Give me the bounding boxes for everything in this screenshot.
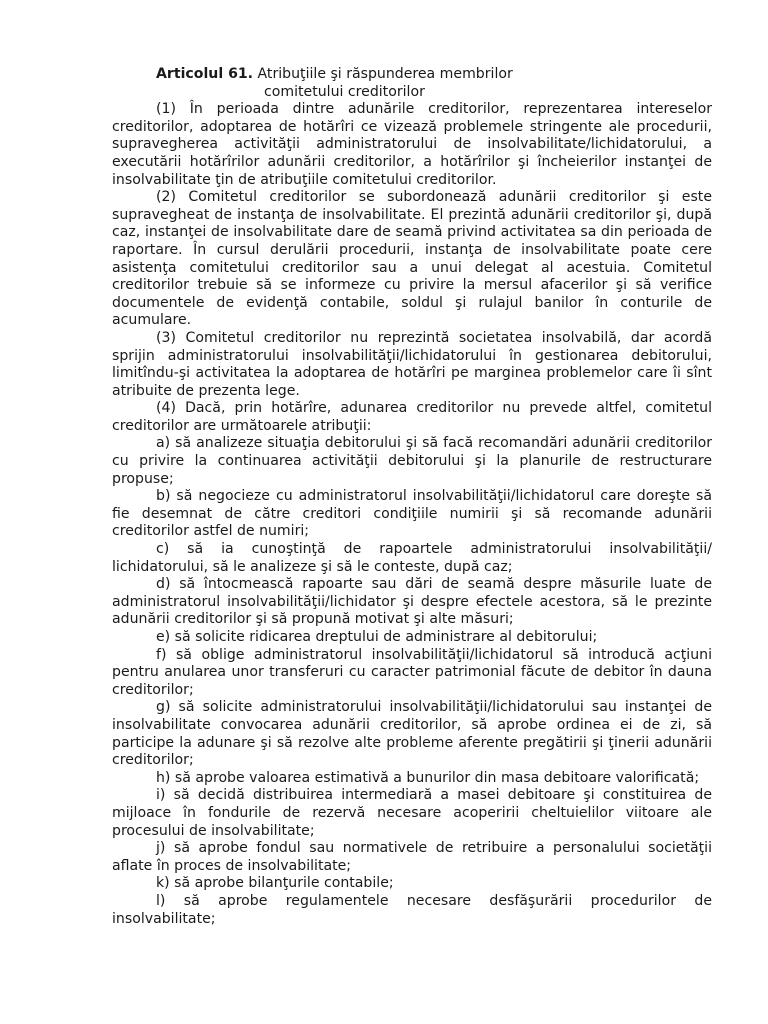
list-item-c: c) să ia cunoştinţă de rapoartele administratorului insolvabilităţii/ lichidatorului, să le analizeze şi să le conteste, după caz; bbox=[112, 541, 712, 575]
paragraph-1: (1) În perioada dintre adunările creditorilor, reprezentarea intereselor creditorilor, adoptarea de hotărîri ce vizează problemele stringente ale procedurii, supravegherea activităţii administratorului de insolvabilitate/lichidatorului, a executării hotărîrilor adunării creditorilor, a hotărîrilor şi încheierilor instanţei de insolvabilitate ţin de atribuţiile comitetului creditorilor. bbox=[112, 101, 712, 188]
paragraph-2: (2) Comitetul creditorilor se subordonează adunării creditorilor şi este supravegheat de instanţa de insolvabilitate. El prezintă adunării creditorilor şi, după caz, instanţei de insolvabilitate dare de seamă privind activitatea sa din perioada de raportare. În cursul derulării procedurii, instanţa de insolvabilitate poate cere asistenţa comitetului creditorilor sau a unui delegat al acestuia. Comitetul creditorilor trebuie să se informeze cu privire la mersul afacerilor şi să verifice documentele de evidenţă contabile, soldul şi rulajul banilor în conturile de acumulare. bbox=[112, 189, 712, 329]
list-item-f: f) să oblige administratorul insolvabilităţii/lichidatorul să introducă acţiuni pentru anularea unor transferuri cu caracter patrimonial făcute de debitor în dauna creditorilor; bbox=[112, 646, 712, 698]
list-item-l: l) să aprobe regulamentele necesare desfăşurării procedurilor de insolvabilitate; bbox=[112, 892, 712, 927]
list-item-a: a) să analizeze situaţia debitorului şi să facă recomandări adunării creditorilor cu privire la continuarea activităţii debitorului şi la planurile de restructurare propuse; bbox=[112, 435, 712, 487]
list-item-i: i) să decidă distribuirea intermediară a masei debitoare şi constituirea de mijloace în fondurile de rezervă necesare acoperirii cheltuielilor viitoare ale procesului de insolvabilitate; bbox=[112, 787, 712, 839]
document-page bbox=[112, 66, 712, 928]
list-item-b: b) să negocieze cu administratorul insolvabilităţii/lichidatorul care doreşte să fie desemnat de către creditori condiţiile numirii şi să recomande adunării creditorilor astfel de numiri; bbox=[112, 488, 712, 540]
list-item-h: h) să aprobe valoarea estimativă a bunurilor din masa debitoare valorificată; bbox=[156, 769, 700, 786]
list-item-j: j) să aprobe fondul sau normativele de retribuire a personalului societăţii aflate în proces de insolvabilitate; bbox=[112, 840, 712, 874]
article-heading bbox=[112, 66, 712, 84]
paragraph-4: (4) Dacă, prin hotărîre, adunarea creditorilor nu prevede altfel, comitetul creditorilor are următoarele atribuţii: bbox=[112, 400, 712, 434]
paragraph-3: (3) Comitetul creditorilor nu reprezintă societatea insolvabilă, dar acordă sprijin administratorului insolvabilităţii/lichidatorului în gestionarea debitorului, limitîndu-şi activitatea la adoptarea de hotărîri pe marginea problemelor care îi sînt atribuite de prezenta lege. bbox=[112, 329, 712, 399]
article-title-line1: Atribuţiile şi răspunderea membrilor bbox=[257, 66, 513, 82]
article-title-line2: comitetului creditorilor bbox=[264, 83, 425, 100]
list-item-g: g) să solicite administratorului insolvabilităţii/lichidatorului sau instanţei de insolvabilitate convocarea adunării creditorilor, să aprobe ordinea ei de zi, să participe la adunare şi să rezolve alte probleme aferente pregătirii şi ţinerii adunării creditorilor; bbox=[112, 699, 712, 769]
list-item-d: d) să întocmească rapoarte sau dări de seamă despre măsurile luate de administratorul insolvabilităţii/lichidator şi despre efectele acestora, să le prezinte adunării creditorilor şi să propună motivat şi alte măsuri; bbox=[112, 576, 712, 628]
list-item-k: k) să aprobe bilanţurile contabile; bbox=[156, 875, 394, 892]
list-item-e: e) să solicite ridicarea dreptului de administrare al debitorului; bbox=[156, 629, 598, 645]
article-number: Articolul 61. bbox=[156, 66, 254, 82]
